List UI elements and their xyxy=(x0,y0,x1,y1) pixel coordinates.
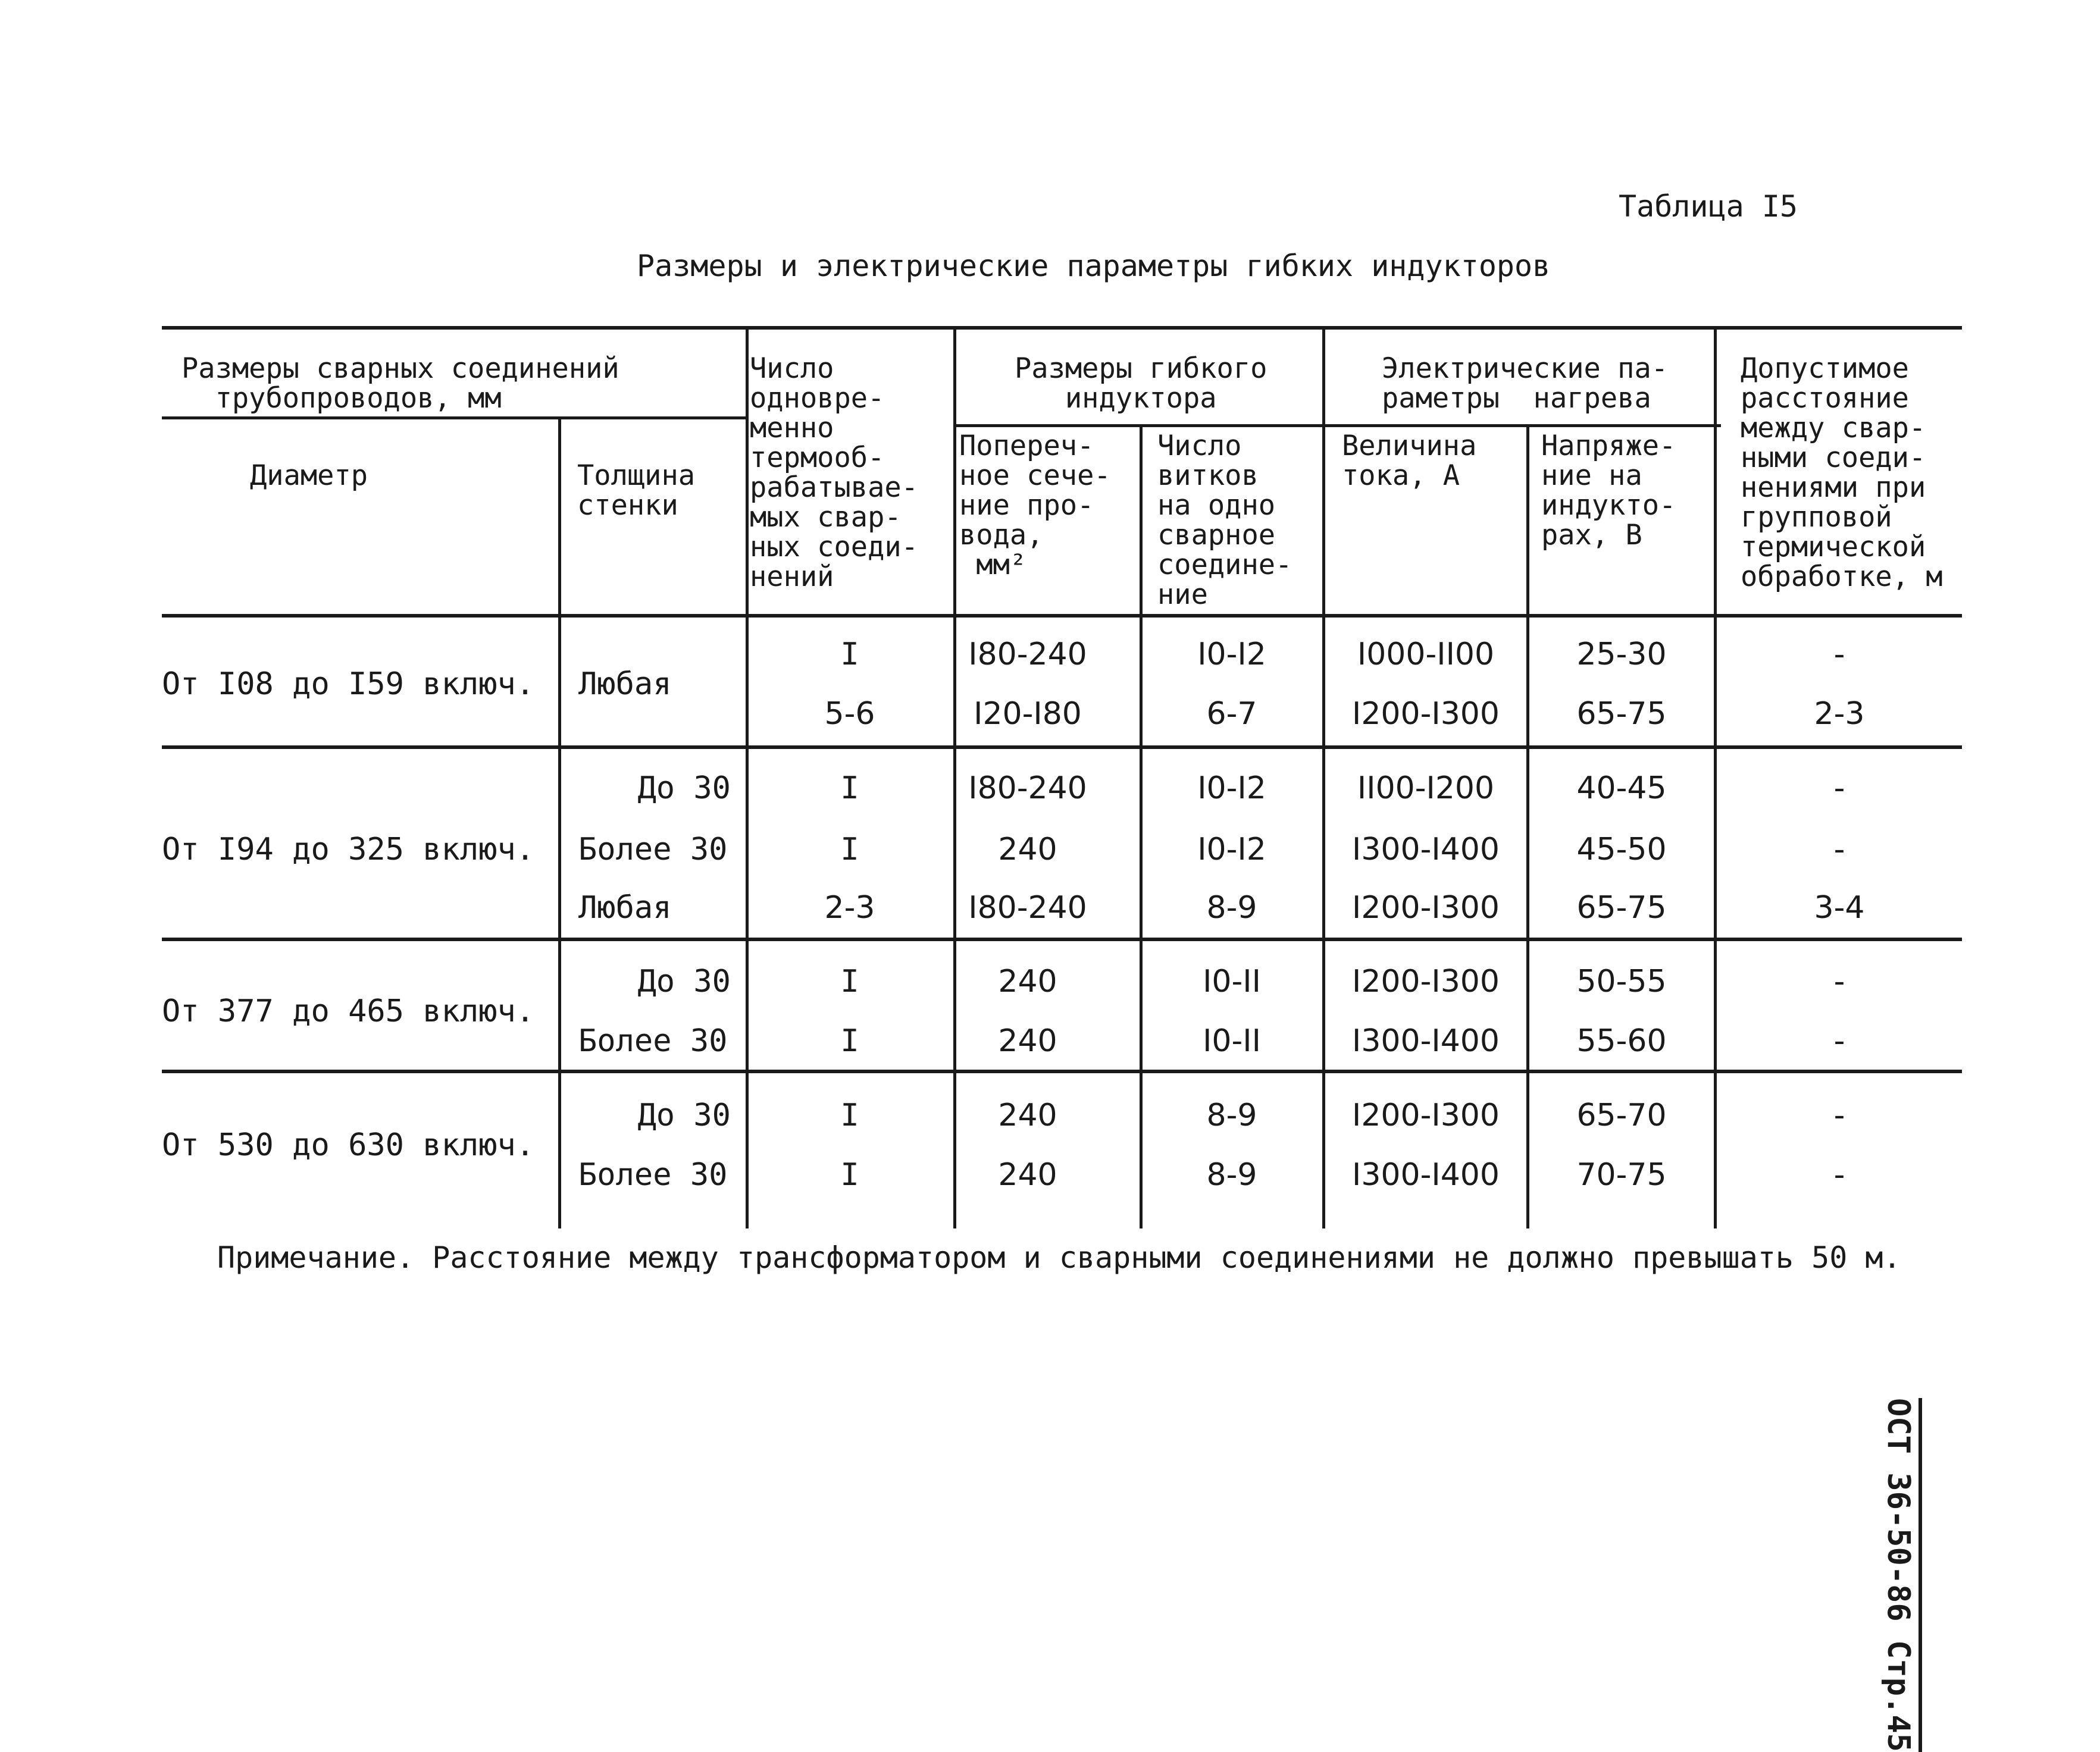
header-cross-section: Попереч- ное сече- ние про- вода, мм² xyxy=(959,430,1111,581)
diameter-cell: От 530 до 630 включ. xyxy=(162,1127,535,1163)
distance-cell: - xyxy=(1833,1157,1845,1193)
distance-cell: - xyxy=(1833,1023,1845,1059)
thickness-cell: До 30 xyxy=(637,964,731,999)
cross-section-cell: 240 xyxy=(998,1023,1057,1059)
count-cell: I xyxy=(840,832,859,867)
header-weld-group: Размеры сварных соединений трубопроводов, мм xyxy=(181,352,619,415)
cross-section-cell: 240 xyxy=(998,1157,1057,1193)
thickness-cell: Любая xyxy=(578,890,672,926)
cross-section-cell: 240 xyxy=(998,964,1057,999)
header-diameter: Диаметр xyxy=(250,459,368,492)
rule-electric-group xyxy=(1325,424,1721,427)
count-cell: 5-6 xyxy=(824,696,875,732)
distance-cell: - xyxy=(1833,964,1845,999)
current-cell: I300-I400 xyxy=(1352,1157,1500,1193)
distance-cell: - xyxy=(1833,637,1845,672)
turns-cell: 8-9 xyxy=(1206,1098,1257,1133)
count-cell: I xyxy=(840,1023,859,1059)
count-cell: I xyxy=(840,1098,859,1133)
turns-cell: I0-I2 xyxy=(1197,637,1266,672)
distance-cell: 3-4 xyxy=(1814,890,1865,926)
header-turns: Число витков на одно сварное соедине- ние xyxy=(1157,430,1292,611)
diameter-cell: От I08 до I59 включ. xyxy=(162,666,535,702)
header-current: Величина тока, А xyxy=(1342,430,1477,492)
current-cell: I000-II00 xyxy=(1357,637,1495,672)
header-voltage: Напряже- ние на индукто- рах, В xyxy=(1541,430,1676,551)
header-distance: Допустимое расстояние между свар- ными соеди- нениями при групповой термической обработке, м xyxy=(1741,352,1943,593)
rule-weld-group xyxy=(162,416,749,419)
table-title: Размеры и электрические параметры гибких индукторов xyxy=(637,249,1551,283)
thickness-cell: Более 30 xyxy=(578,832,728,867)
turns-cell: 8-9 xyxy=(1206,1157,1257,1193)
diameter-cell: От I94 до 325 включ. xyxy=(162,832,535,867)
cross-section-cell: I20-I80 xyxy=(974,696,1082,732)
count-cell: 2-3 xyxy=(824,890,875,926)
current-cell: II00-I200 xyxy=(1357,770,1495,806)
thickness-cell: Любая xyxy=(578,666,672,702)
table-number: Таблица I5 xyxy=(1619,189,1798,224)
turns-cell: I0-I2 xyxy=(1197,832,1266,867)
table-note: Примечание. Расстояние между трансформатором и сварными соединениями не должно превышать 50 м. xyxy=(217,1240,1901,1275)
distance-cell: - xyxy=(1833,832,1845,867)
cross-section-cell: 240 xyxy=(998,832,1057,867)
header-thickness: Толщина стенки xyxy=(577,459,696,522)
count-cell: I xyxy=(840,1157,859,1193)
thickness-cell: Более 30 xyxy=(578,1023,728,1059)
header-count: Число одновре- менно термооб- рабатывае- мых свар- ных соеди- нений xyxy=(750,352,918,593)
turns-cell: I0-II xyxy=(1203,1023,1261,1059)
current-cell: I300-I400 xyxy=(1352,832,1500,867)
count-cell: I xyxy=(840,964,859,999)
cross-section-cell: I80-240 xyxy=(968,637,1087,672)
current-cell: I200-I300 xyxy=(1352,1098,1500,1133)
voltage-cell: 70-75 xyxy=(1576,1157,1667,1193)
rule-group-1 xyxy=(162,745,1962,749)
count-cell: I xyxy=(840,637,859,672)
voltage-cell: 55-60 xyxy=(1576,1023,1667,1059)
turns-cell: I0-I2 xyxy=(1197,770,1266,806)
current-cell: I200-I300 xyxy=(1352,696,1500,732)
current-cell: I300-I400 xyxy=(1352,1023,1500,1059)
document-code: ОСТ 36-50-86 Стр.45 xyxy=(1880,1398,1922,1752)
voltage-cell: 65-75 xyxy=(1576,696,1667,732)
rule-group-3 xyxy=(162,1070,1962,1073)
thickness-cell: До 30 xyxy=(637,770,731,806)
rule-group-2 xyxy=(162,938,1962,941)
count-cell: I xyxy=(840,770,859,806)
voltage-cell: 65-75 xyxy=(1576,890,1667,926)
thickness-cell: До 30 xyxy=(637,1098,731,1133)
distance-cell: - xyxy=(1833,770,1845,806)
diameter-cell: От 377 до 465 включ. xyxy=(162,993,535,1029)
cross-section-cell: I80-240 xyxy=(968,890,1087,926)
voltage-cell: 45-50 xyxy=(1576,832,1667,867)
header-inductor-group: Размеры гибкого индуктора xyxy=(1015,352,1267,415)
rule-header-bottom xyxy=(162,614,1962,618)
current-cell: I200-I300 xyxy=(1352,890,1500,926)
distance-cell: 2-3 xyxy=(1814,696,1865,732)
voltage-cell: 25-30 xyxy=(1576,637,1667,672)
distance-cell: - xyxy=(1833,1098,1845,1133)
turns-cell: 8-9 xyxy=(1206,890,1257,926)
header-electric-group: Электрические па- раметры нагрева xyxy=(1382,352,1669,415)
voltage-cell: 50-55 xyxy=(1576,964,1667,999)
cross-section-cell: I80-240 xyxy=(968,770,1087,806)
turns-cell: 6-7 xyxy=(1206,696,1257,732)
voltage-cell: 65-70 xyxy=(1576,1098,1667,1133)
rule-top xyxy=(162,326,1962,330)
turns-cell: I0-II xyxy=(1203,964,1261,999)
cross-section-cell: 240 xyxy=(998,1098,1057,1133)
current-cell: I200-I300 xyxy=(1352,964,1500,999)
thickness-cell: Более 30 xyxy=(578,1157,728,1193)
voltage-cell: 40-45 xyxy=(1576,770,1667,806)
